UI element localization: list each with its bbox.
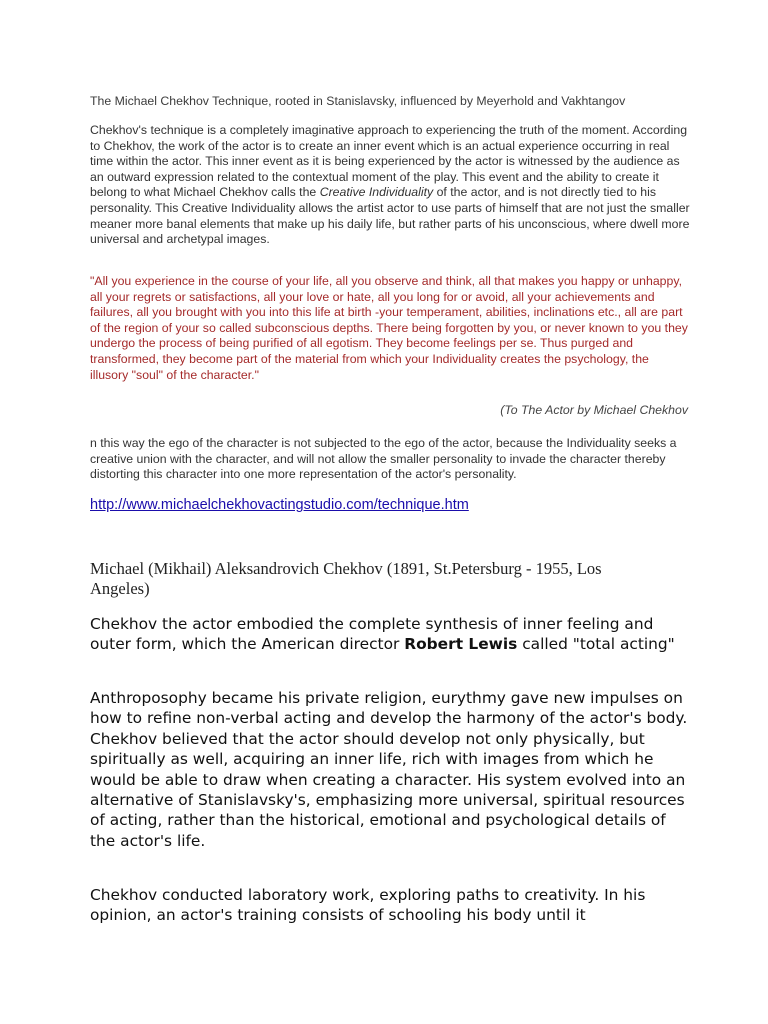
total-acting-text-start: Chekhov the actor embodied the complete synthesis of inner feeling and outer form, which the American director: [90, 615, 654, 654]
laboratory-paragraph: Chekhov conducted laboratory work, exploring paths to creativity. In his opinion, an actor's training consists of schooling his body until it: [90, 886, 646, 925]
ego-paragraph: n this way the ego of the character is not subjected to the ego of the actor, because the Individuality seeks a creative union with the character, and will not allow the smaller personality to invade the character thereby distorting this character into one more representation of the actor's personality.: [90, 436, 677, 482]
technique-link[interactable]: http://www.michaelchekhovactingstudio.com/technique.htm: [90, 497, 469, 513]
total-acting-paragraph: [90, 614, 690, 655]
anthroposophy-paragraph: Anthroposophy became his private religion, eurythmy gave new impulses on how to refine non-verbal acting and develop the harmony of the actor's body. Chekhov believed that the actor should develop not only physically, but spiritually as well, acquiring an inner life, rich with images from which he would be able to draw when creating a character. His system evolved into an alternative of Stanislavsky's, emphasizing more universal, spiritual resources of acting, rather than the historical, emotional and psychological details of the actor's life.: [90, 689, 688, 850]
total-acting-text-end: called "total acting": [517, 635, 675, 654]
bio-heading: Michael (Mikhail) Aleksandrovich Chekhov (1891, St.Petersburg - 1955, Los Angeles): [90, 559, 602, 598]
quote-attribution: (To The Actor by Michael Chekhov: [500, 403, 688, 417]
intro-paragraph: [90, 123, 690, 248]
robert-lewis-name: Robert Lewis: [404, 635, 518, 654]
chekhov-quote: "All you experience in the course of your life, all you observe and think, all that makes you happy or unhappy, all your regrets or satisfactions, all your love or hate, all you long for or avoid, all your achievements and failures, all you brought with you into this life at birth -your temperament, abilities, inclinations etc., all are part of the region of your so called subconscious depths. There being forgotten by you, or never known to you they undergo the process of being purified of all egotism. They become feelings per se. Thus purged and transformed, they become part of the material from which your Individuality creates the psychology, the illusory "soul" of the character.": [90, 274, 688, 382]
intro-text-end: of the actor, and is not directly tied to his personality. This Creative Individuality allows the artist actor to use parts of himself that are not just the smaller meaner more banal elements that make up his daily life, but rather parts of his unconscious, where dwell more universal and archetypal images.: [90, 185, 690, 247]
document-title: The Michael Chekhov Technique, rooted in Stanislavsky, influenced by Meyerhold and Vakhtangov: [90, 94, 626, 108]
intro-text-start: Chekhov's technique is a completely imaginative approach to experiencing the truth of the moment. According to Chekhov, the work of the actor is to create an inner event which is an actual experience occurring in real time within the actor. This inner event as it is being experienced by the actor is witnessed by the audience as an outward expression related to the contextual moment of the play. This event and the ability to create it belong to what Michael Chekhov calls the: [90, 123, 688, 200]
creative-individuality-term: Creative Individuality: [319, 185, 434, 200]
